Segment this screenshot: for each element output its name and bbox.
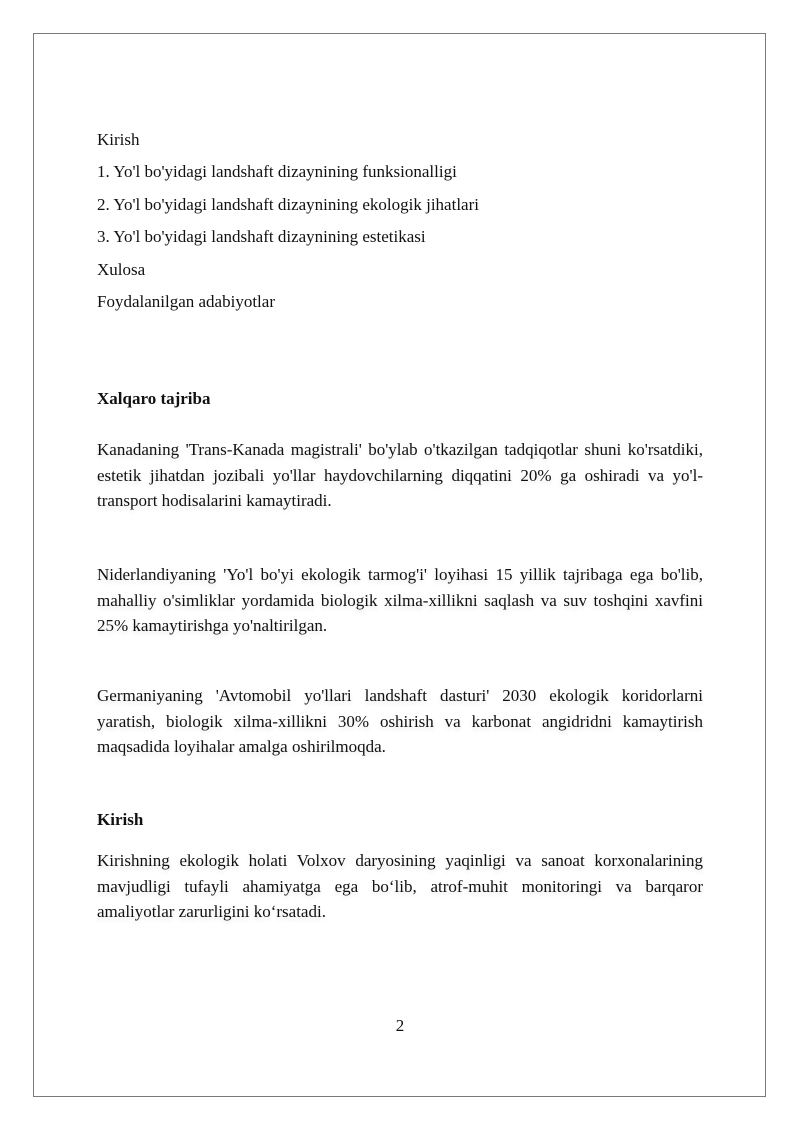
toc-item-2: 2. Yo'l bo'yidagi landshaft dizaynining ekologik jihatlari (97, 194, 479, 214)
toc-item-references: Foydalanilgan adabiyotlar (97, 291, 275, 311)
table-of-contents (97, 128, 703, 322)
toc-item-conclusion: Xulosa (97, 259, 146, 279)
toc-item-3: 3. Yo'l bo'yidagi landshaft dizaynining estetikasi (97, 227, 426, 247)
section-heading-international: Xalqaro tajriba (97, 389, 211, 408)
section-heading-kirish: Kirish (97, 810, 144, 829)
toc-item-1: 1. Yo'l bo'yidagi landshaft dizaynining funksionalligi (97, 162, 457, 182)
page-number: 2 (395, 1016, 405, 1035)
toc-item-intro: Kirish (97, 130, 140, 149)
paragraph-netherlands: Niderlandiyaning 'Yo'l bo'yi ekologik tarmog'i' loyihasi 15 yillik tajribaga ega bo'lib, mahalliy o'simliklar yordamida biologik xilma-xillikni saqlash va suv toshqini xavfini 25% kamaytirishga yo'naltirilgan. (97, 565, 703, 636)
paragraph-kirish: Kirishning ekologik holati Volxov daryosining yaqinligi va sanoat korxonalarining mavjudligi tufayli ahamiyatga ega bo‘lib, atrof-muhit monitoringi va barqaror amaliyotlar zarurligini ko‘rsatadi. (97, 851, 703, 922)
paragraph-germany: Germaniyaning 'Avtomobil yo'llari landshaft dasturi' 2030 ekologik koridorlarni yaratish, biologik xilma-xillikni 30% oshirish va karbonat angidridni kamaytirish maqsadida loyihalar amalga oshirilmoqda. (97, 686, 703, 757)
paragraph-canada: Kanadaning 'Trans-Kanada magistrali' bo'ylab o'tkazilgan tadqiqotlar shuni ko'rsatdiki, estetik jihatdan jozibali yo'llar haydovchilarning diqqatini 20% ga oshiradi va yo'l-transport hodisalarini kamaytiradi. (97, 440, 703, 511)
